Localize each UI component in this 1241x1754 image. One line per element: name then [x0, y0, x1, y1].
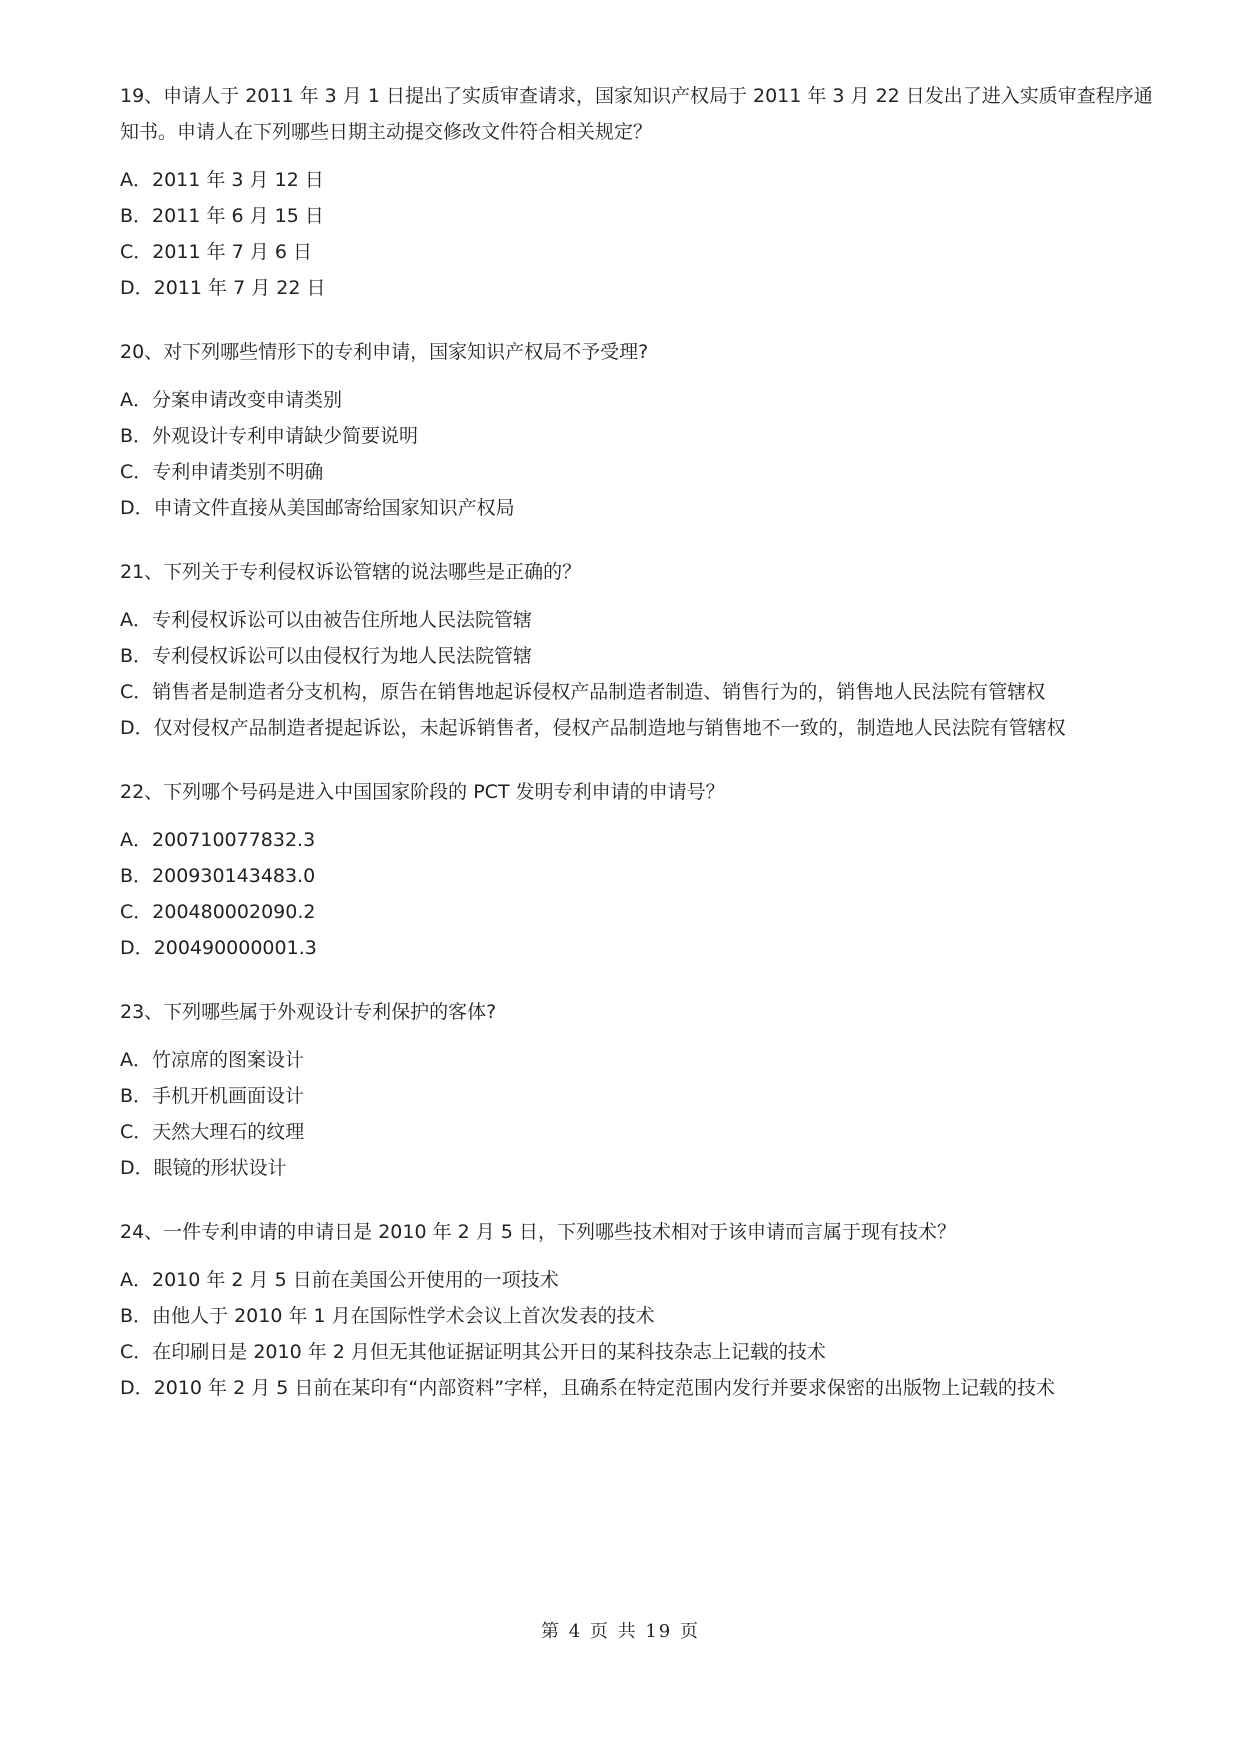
option-c: [120, 894, 1165, 930]
option-letter: D．: [120, 497, 154, 519]
option-c: [120, 454, 1165, 490]
option-c: [120, 674, 1165, 710]
option-text: 2010 年 2 月 5 日前在美国公开使用的一项技术: [152, 1269, 559, 1291]
option-letter: A．: [120, 609, 152, 631]
option-letter: A．: [120, 829, 152, 851]
option-d: [120, 930, 1165, 966]
option-letter: C．: [120, 1121, 153, 1143]
option-b: [120, 1298, 1165, 1334]
question-stem: 19、申请人于 2011 年 3 月 1 日提出了实质审查请求，国家知识产权局于 2011 年 3 月 22 日发出了进入实质审查程序通知书。申请人在下列哪些日期主动提交修改文件符合相关规定？: [120, 85, 1153, 143]
option-d: [120, 490, 1165, 526]
option-text: 由他人于 2010 年 1 月在国际性学术会议上首次发表的技术: [152, 1305, 655, 1327]
option-text: 200480002090.2: [152, 901, 316, 923]
option-letter: D．: [120, 277, 154, 299]
option-text: 仅对侵权产品制造者提起诉讼，未起诉销售者，侵权产品制造地与销售地不一致的，制造地人民法院有管辖权: [153, 717, 1066, 739]
option-text: 2011 年 3 月 12 日: [152, 169, 324, 191]
question-19: [120, 78, 1165, 306]
option-text: 2011 年 7 月 22 日: [153, 277, 326, 299]
question-23: [120, 994, 1165, 1186]
option-a: [120, 162, 1165, 198]
option-letter: C．: [120, 901, 153, 923]
option-text: 2011 年 6 月 15 日: [152, 205, 324, 227]
option-letter: A．: [120, 169, 152, 191]
option-text: 分案申请改变申请类别: [152, 389, 343, 411]
option-letter: A．: [120, 389, 152, 411]
option-letter: D．: [120, 937, 154, 959]
option-letter: B．: [120, 1085, 153, 1107]
option-text: 申请文件直接从美国邮寄给国家知识产权局: [153, 497, 515, 519]
option-b: [120, 198, 1165, 234]
option-text: 专利侵权诉讼可以由被告住所地人民法院管辖: [152, 609, 533, 631]
option-b: [120, 638, 1165, 674]
question-21: [120, 554, 1165, 746]
option-text: 外观设计专利申请缺少简要说明: [152, 425, 419, 447]
option-d: [120, 1370, 1165, 1406]
option-letter: C．: [120, 461, 153, 483]
option-c: [120, 1334, 1165, 1370]
option-letter: D．: [120, 1157, 154, 1179]
option-a: [120, 602, 1165, 638]
option-a: [120, 382, 1165, 418]
option-b: [120, 418, 1165, 454]
option-c: [120, 1114, 1165, 1150]
option-letter: D．: [120, 1377, 154, 1399]
option-b: [120, 1078, 1165, 1114]
question-22: [120, 774, 1165, 966]
option-letter: B．: [120, 205, 153, 227]
option-text: 在印刷日是 2010 年 2 月但无其他证据证明其公开日的某科技杂志上记载的技术: [152, 1341, 826, 1363]
option-d: [120, 710, 1165, 746]
option-letter: A．: [120, 1269, 152, 1291]
option-a: [120, 822, 1165, 858]
option-text: 专利侵权诉讼可以由侵权行为地人民法院管辖: [152, 645, 533, 667]
option-text: 专利申请类别不明确: [152, 461, 324, 483]
option-a: [120, 1042, 1165, 1078]
option-d: [120, 1150, 1165, 1186]
option-text: 2011 年 7 月 6 日: [152, 241, 313, 263]
document-page: [120, 78, 1165, 1434]
option-a: [120, 1262, 1165, 1298]
question-20: [120, 334, 1165, 526]
option-text: 销售者是制造者分支机构，原告在销售地起诉侵权产品制造者制造、销售行为的，销售地人民法院有管辖权: [152, 681, 1046, 703]
option-text: 200930143483.0: [152, 865, 316, 887]
option-letter: C．: [120, 241, 153, 263]
option-text: 天然大理石的纹理: [152, 1121, 305, 1143]
page-footer: 第 4 页 共 19 页: [541, 1621, 700, 1642]
option-text: 手机开机画面设计: [152, 1085, 305, 1107]
option-text: 眼镜的形状设计: [153, 1157, 287, 1179]
option-text: 200490000001.3: [153, 937, 317, 959]
question-24: [120, 1214, 1165, 1406]
option-b: [120, 858, 1165, 894]
option-d: [120, 270, 1165, 306]
question-stem: 23、下列哪些属于外观设计专利保护的客体?: [120, 1001, 497, 1023]
question-stem: 20、对下列哪些情形下的专利申请，国家知识产权局不予受理?: [120, 341, 649, 363]
option-letter: B．: [120, 425, 153, 447]
option-letter: C．: [120, 1341, 153, 1363]
option-letter: B．: [120, 865, 153, 887]
option-letter: C．: [120, 681, 153, 703]
option-text: 竹凉席的图案设计: [152, 1049, 305, 1071]
option-text: 200710077832.3: [152, 829, 316, 851]
question-stem: 22、下列哪个号码是进入中国国家阶段的 PCT 发明专利申请的申请号？: [120, 781, 725, 803]
question-stem: 24、一件专利申请的申请日是 2010 年 2 月 5 日，下列哪些技术相对于该申请而言属于现有技术？: [120, 1221, 956, 1243]
option-letter: B．: [120, 645, 153, 667]
option-text: 2010 年 2 月 5 日前在某印有“内部资料”字样，且确系在特定范围内发行并要求保密的出版物上记载的技术: [153, 1377, 1056, 1399]
option-letter: D．: [120, 717, 154, 739]
question-stem: 21、下列关于专利侵权诉讼管辖的说法哪些是正确的？: [120, 561, 582, 583]
option-c: [120, 234, 1165, 270]
option-letter: B．: [120, 1305, 153, 1327]
option-letter: A．: [120, 1049, 152, 1071]
